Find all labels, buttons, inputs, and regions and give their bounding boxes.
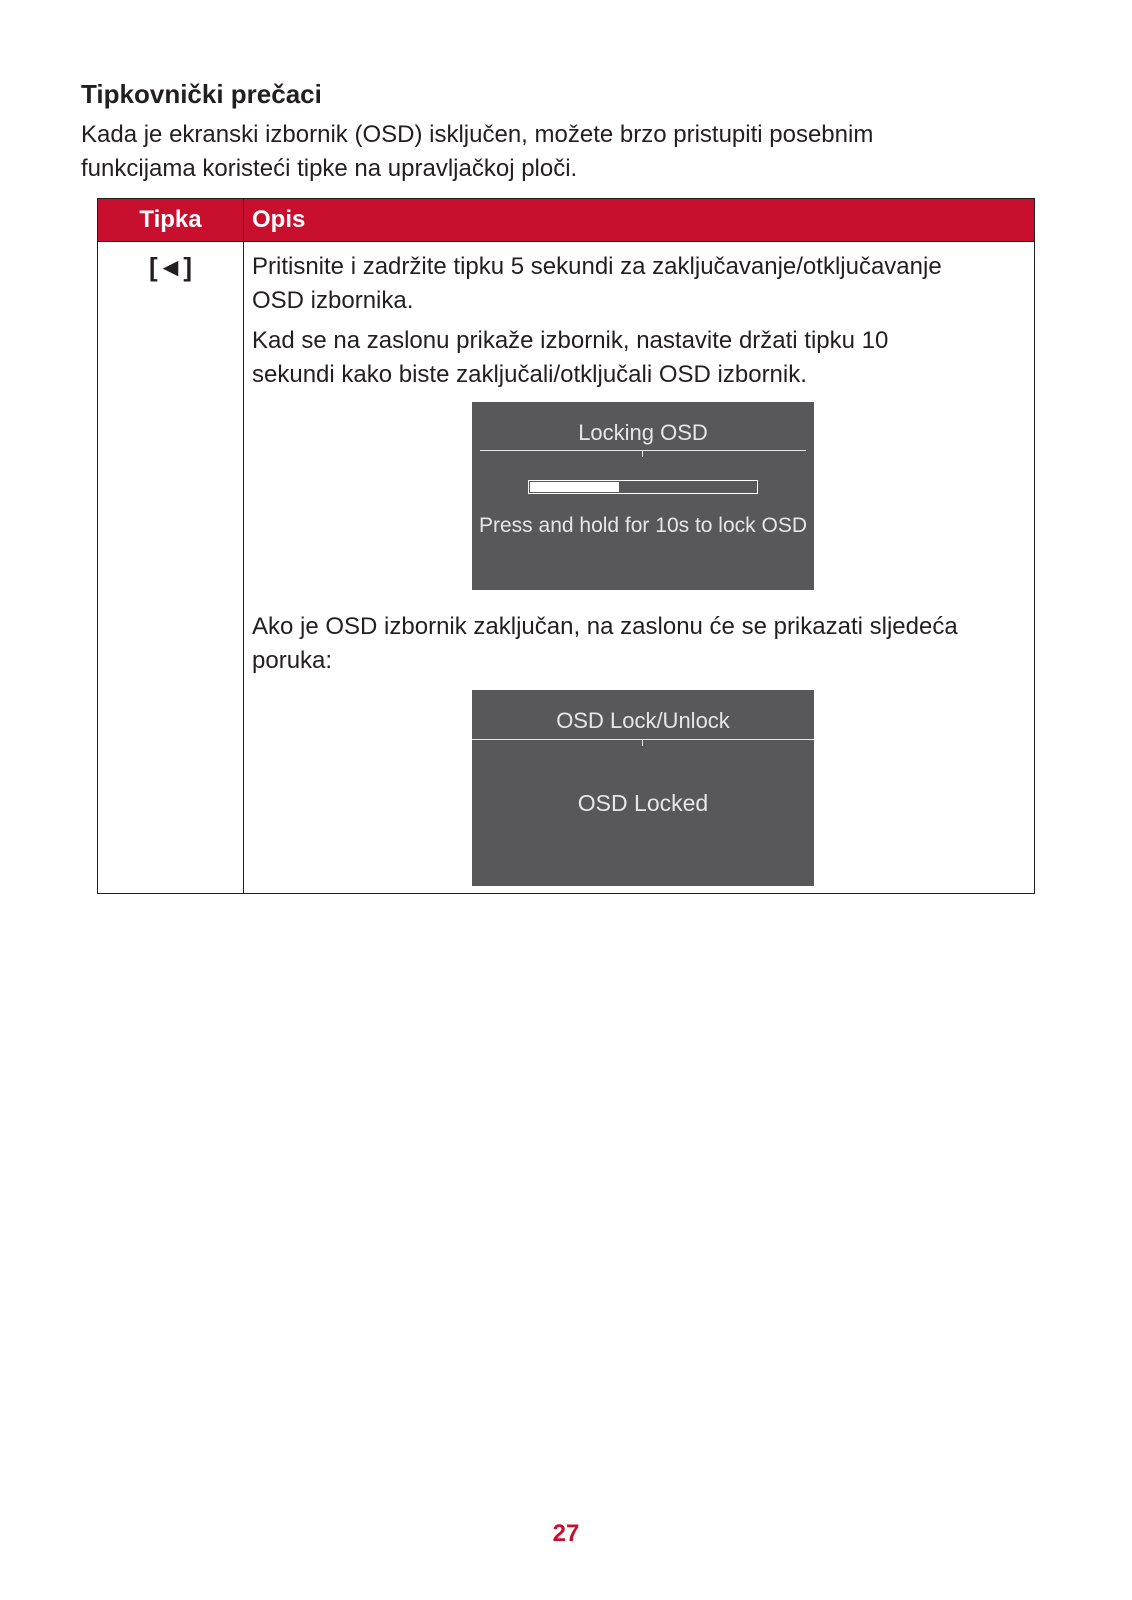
description-paragraph <box>252 250 1026 318</box>
description-line: sekundi kako biste zaključali/otključali OSD izbornik. <box>252 361 807 388</box>
intro-paragraph <box>81 118 1061 186</box>
osd-divider-tick <box>642 740 643 746</box>
description-cell <box>244 242 1035 894</box>
lock-progress-fill <box>530 482 619 492</box>
description-line: poruka: <box>252 647 333 674</box>
osd-locked-screenshot <box>472 690 814 886</box>
column-header-description: Opis <box>244 199 1035 242</box>
section-heading: Tipkovnički prečaci <box>81 79 322 109</box>
description-line: Pritisnite i zadržite tipku 5 sekundi za zaključavanje/otključavanje <box>252 253 942 280</box>
osd-title: Locking OSD <box>578 420 708 445</box>
osd-message: Press and hold for 10s to lock OSD <box>479 514 807 537</box>
page-number: 27 <box>552 1520 580 1547</box>
description-line: OSD izbornika. <box>252 287 414 314</box>
shortcut-table <box>97 198 1035 894</box>
osd-divider <box>472 739 814 740</box>
intro-line: funkcijama koristeći tipke na upravljačkoj ploči. <box>81 155 578 182</box>
description-paragraph <box>252 324 1026 392</box>
osd-title: OSD Lock/Unlock <box>556 708 730 733</box>
description-line: Ako je OSD izbornik zaključan, na zaslonu će se prikazati sljedeća <box>252 613 958 640</box>
osd-divider-tick <box>642 451 643 457</box>
key-cell: [◄] <box>98 242 244 894</box>
table-header-row <box>98 199 1035 242</box>
table-row <box>98 242 1035 894</box>
osd-message: OSD Locked <box>577 790 709 816</box>
column-header-key: Tipka <box>98 199 244 242</box>
description-paragraph <box>252 610 1026 678</box>
osd-divider <box>480 450 806 451</box>
lock-progress-bar <box>528 480 758 494</box>
description-line: Kad se na zaslonu prikaže izbornik, nastavite držati tipku 10 <box>252 327 889 354</box>
osd-locking-screenshot <box>472 402 814 590</box>
intro-line: Kada je ekranski izbornik (OSD) isključen, možete brzo pristupiti posebnim <box>81 121 874 148</box>
